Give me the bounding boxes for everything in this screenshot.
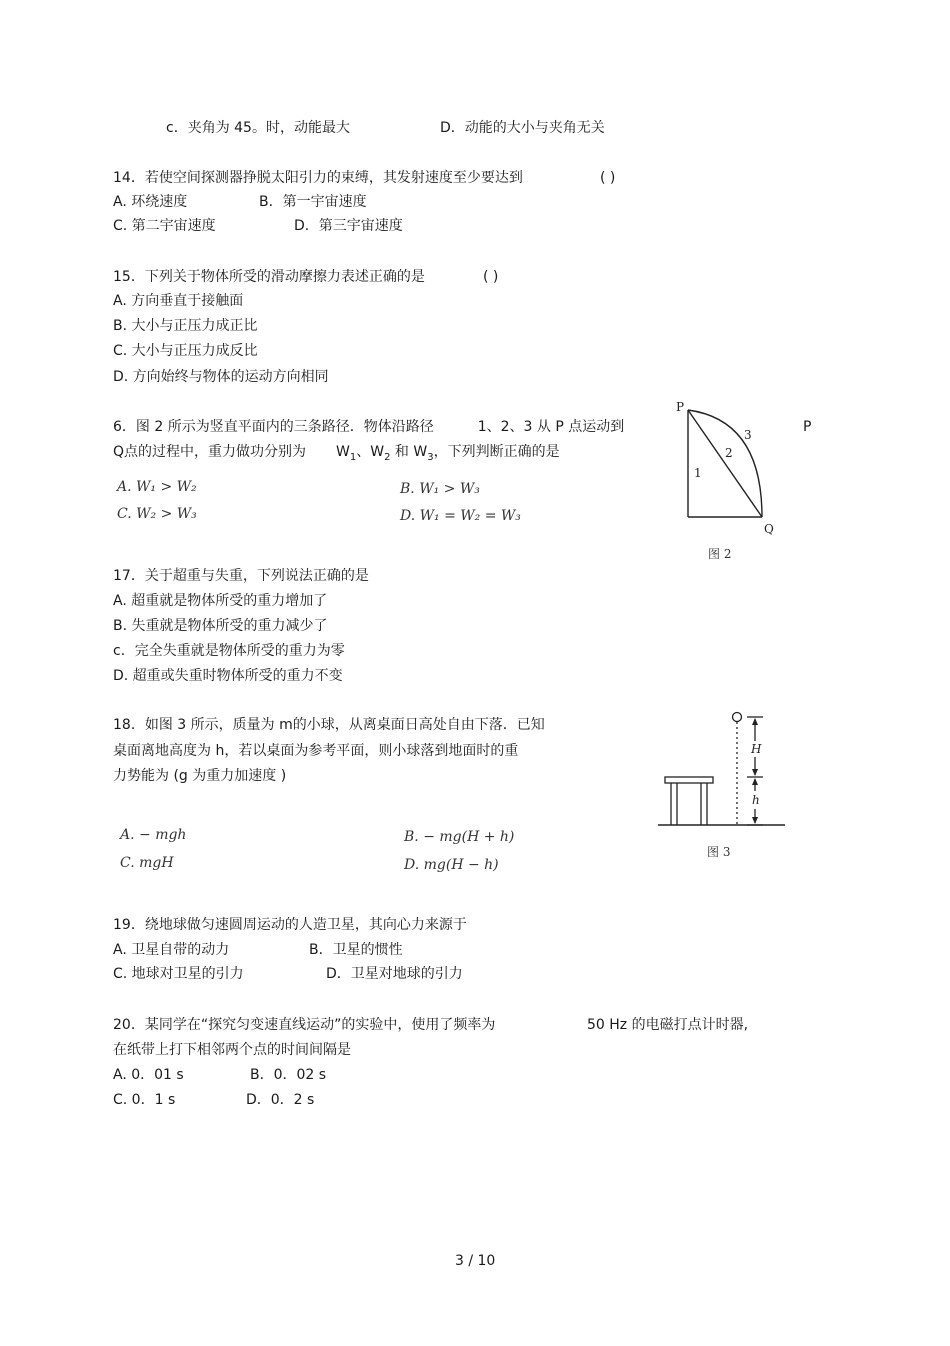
q15-stem: 15．下列关于物体所受的滑动摩擦力表述正确的是: [113, 269, 425, 285]
q17-stem: 17．关于超重与失重，下列说法正确的是: [113, 568, 369, 584]
q16-line1: [113, 418, 624, 436]
q19-option-a: A. 卫星自带的动力: [113, 942, 230, 958]
q19-stem: 19．绕地球做匀速圆周运动的人造卫星，其向心力来源于: [113, 917, 467, 933]
q16-option-c: C. W₂ > W₃: [117, 506, 197, 522]
figure-2-paths-diagram: [670, 395, 790, 565]
figure-3-caption: 图 3: [707, 845, 731, 859]
q19-option-d: D．卫星对地球的引力: [326, 966, 463, 982]
q15-option-a: A. 方向垂直于接触面: [113, 293, 244, 309]
q16-w-and: 和 W: [390, 444, 428, 460]
path-2-label: 2: [725, 446, 733, 460]
q18-option-d: D. mg(H − h): [404, 857, 499, 873]
q20-option-b: B．0．02 s: [250, 1067, 327, 1083]
q16-option-a: A. W₁ > W₂: [117, 479, 197, 495]
q16-w-sep: 、W: [356, 444, 385, 460]
path-3-label: 3: [744, 428, 752, 442]
H-label: H: [751, 742, 762, 756]
q18-line3: 力势能为 (g 为重力加速度 ): [113, 768, 287, 784]
q17-option-b: B. 失重就是物体所受的重力减少了: [113, 618, 328, 634]
q14-option-d: D．第三宇宙速度: [294, 218, 403, 234]
point-p-label: P: [676, 400, 685, 414]
q16-line2-text: Q点的过程中，重力做功分别为: [113, 444, 307, 460]
q13-option-d: D．动能的大小与夹角无关: [440, 120, 605, 136]
q18-line1: 18．如图 3 所示，质量为 m的小球，从离桌面日高处自由下落．已知: [113, 717, 545, 733]
q19-option-c: C. 地球对卫星的引力: [113, 966, 244, 982]
q16-option-b: B. W₁ > W₃: [400, 481, 480, 497]
q14-option-b: B．第一宇宙速度: [259, 194, 367, 210]
q20-option-d: D．0．2 s: [246, 1092, 315, 1108]
q16-option-d: D. W₁ = W₂ = W₃: [400, 508, 521, 524]
q14-option-a: A. 环绕速度: [113, 194, 188, 210]
q15-option-c: C. 大小与正压力成反比: [113, 343, 258, 359]
q19-option-b: B．卫星的惯性: [309, 942, 403, 958]
q20-line1: 20．某同学在“探究匀变速直线运动”的实验中，使用了频率为: [113, 1017, 496, 1033]
q16-w-symbol: W: [336, 444, 350, 460]
q18-option-b: B. − mg(H + h): [404, 829, 515, 845]
q18-option-a: A. − mgh: [120, 827, 187, 843]
q14-answer-paren: ( ): [600, 170, 616, 186]
path-2-chord: [688, 410, 762, 517]
point-q-label: Q: [764, 522, 774, 536]
q16-line1-paths: 1、2、3 从 P 点运动到: [477, 419, 625, 435]
figure-3-ball-table-diagram: [655, 705, 790, 835]
q20-line1-tail: 50 Hz 的电磁打点计时器,: [587, 1017, 749, 1033]
ball: [733, 713, 742, 722]
q14-option-c: C. 第二宇宙速度: [113, 218, 216, 234]
q16-sub3: 3: [427, 451, 434, 463]
q14-stem: 14．若使空间探测器挣脱太阳引力的束缚，其发射速度至少要达到: [113, 170, 523, 186]
q17-option-c: c．完全失重就是物体所受的重力为零: [113, 643, 345, 659]
q16-line1-end: P: [803, 419, 812, 435]
table-top: [665, 777, 713, 783]
q18-option-c: C. mgH: [120, 855, 174, 871]
q15-option-d: D. 方向始终与物体的运动方向相同: [113, 369, 329, 385]
q16-line2: [113, 443, 560, 467]
q16-line1-text: 6．图 2 所示为竖直平面内的三条路径．物体沿路径: [113, 419, 434, 435]
q17-option-d: D. 超重或失重时物体所受的重力不变: [113, 668, 343, 684]
page-number: 3 / 10: [455, 1253, 496, 1269]
q20-line2: 在纸带上打下相邻两个点的时间间隔是: [113, 1042, 351, 1058]
q20-option-c: C. 0．1 s: [113, 1092, 176, 1108]
q16-sub2: 2: [384, 451, 391, 463]
h-label: h: [752, 793, 760, 807]
q18-line2: 桌面离地高度为 h，若以桌面为参考平面，则小球落到地面时的重: [113, 743, 519, 759]
q16-line2-tail: ，下列判断正确的是: [433, 444, 560, 460]
q17-option-a: A. 超重就是物体所受的重力增加了: [113, 593, 328, 609]
q15-option-b: B. 大小与正压力成正比: [113, 318, 258, 334]
path-1-label: 1: [694, 466, 702, 480]
figure-2-caption: 图 2: [708, 547, 732, 561]
q20-option-a: A. 0．01 s: [113, 1067, 184, 1083]
q13-option-c: c．夹角为 45。时，动能最大: [166, 120, 350, 136]
q15-answer-paren: ( ): [483, 269, 499, 285]
q16-sub1: 1: [349, 451, 357, 463]
